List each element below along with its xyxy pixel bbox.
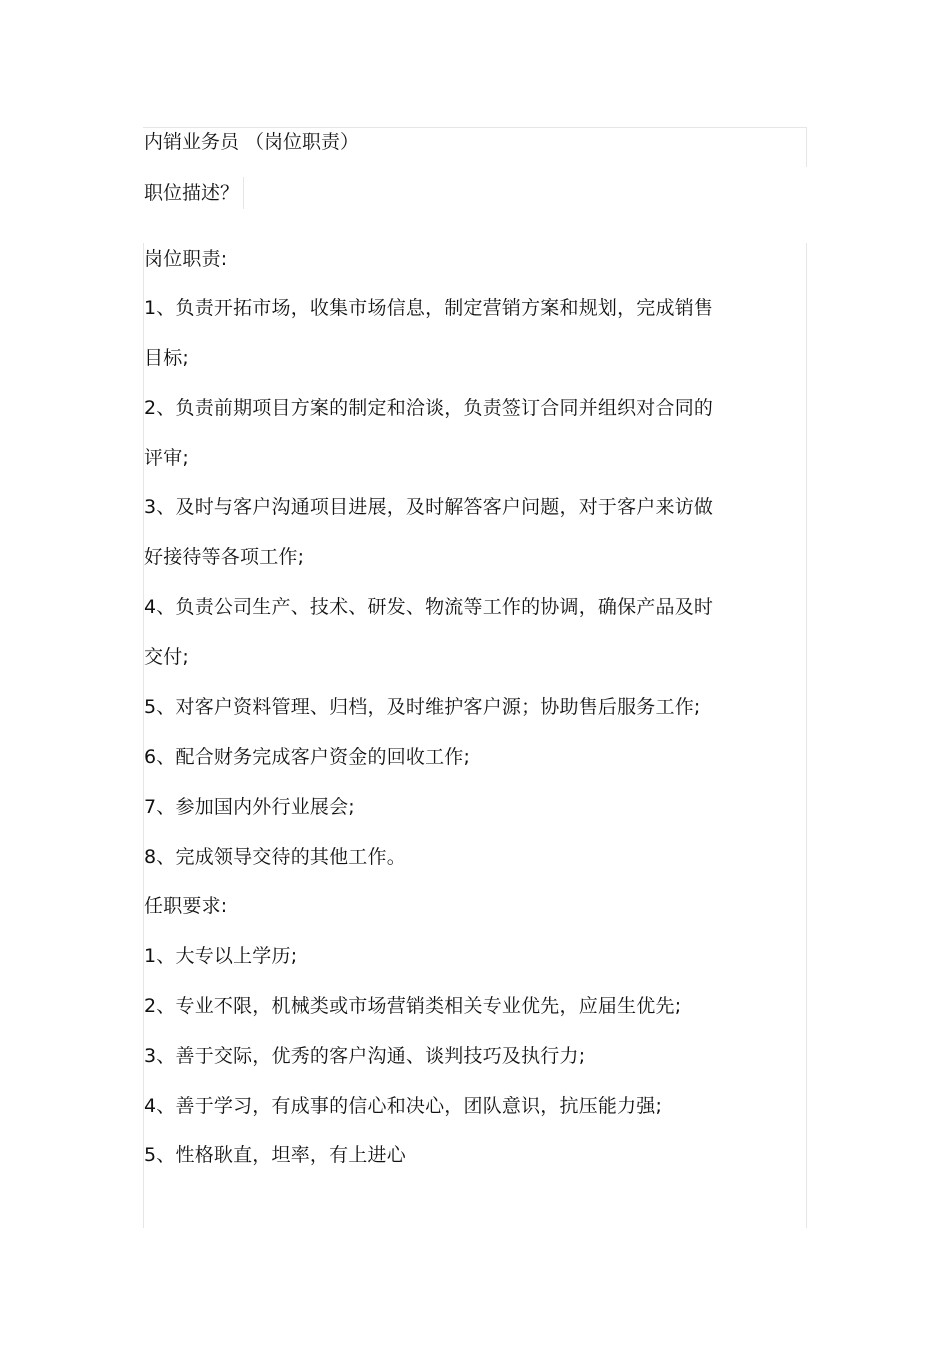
title-row (143, 127, 807, 167)
job-description-heading: 职位描述？ (144, 182, 240, 204)
duty-line: 1、负责开拓市场，收集市场信息，制定营销方案和规划，完成销售 (144, 297, 714, 319)
duty-line: 3、及时与客户沟通项目进展，及时解答客户问题，对于客户来访做 (144, 496, 714, 518)
duties-heading: 岗位职责: (144, 248, 228, 270)
duty-line: 好接待等各项工作; (144, 546, 305, 568)
requirements-heading: 任职要求: (144, 895, 228, 917)
duty-line: 6、配合财务完成客户资金的回收工作; (144, 746, 471, 768)
requirement-line: 5、性格耿直，坦率，有上进心 (144, 1144, 406, 1166)
subtitle-row (143, 177, 244, 209)
duty-line: 交付; (144, 646, 190, 668)
requirement-line: 4、善于学习，有成事的信心和决心，团队意识，抗压能力强; (144, 1095, 663, 1117)
duty-line: 目标; (144, 347, 190, 369)
duty-line: 5、对客户资料管理、归档，及时维护客户源；协助售后服务工作; (144, 696, 701, 718)
requirement-line: 3、善于交际，优秀的客户沟通、谈判技巧及执行力; (144, 1045, 586, 1067)
duty-line: 评审; (144, 447, 190, 469)
requirement-line: 2、专业不限，机械类或市场营销类相关专业优先，应届生优先; (144, 995, 682, 1017)
duty-line: 7、参加国内外行业展会; (144, 796, 355, 818)
duty-line: 2、负责前期项目方案的制定和洽谈，负责签订合同并组织对合同的 (144, 397, 714, 419)
duty-line: 8、完成领导交待的其他工作。 (144, 846, 406, 868)
requirement-line: 1、大专以上学历; (144, 945, 298, 967)
duty-line: 4、负责公司生产、技术、研发、物流等工作的协调，确保产品及时 (144, 596, 714, 618)
content-box (143, 243, 807, 1228)
document-title: 内销业务员 （岗位职责） (144, 131, 360, 153)
